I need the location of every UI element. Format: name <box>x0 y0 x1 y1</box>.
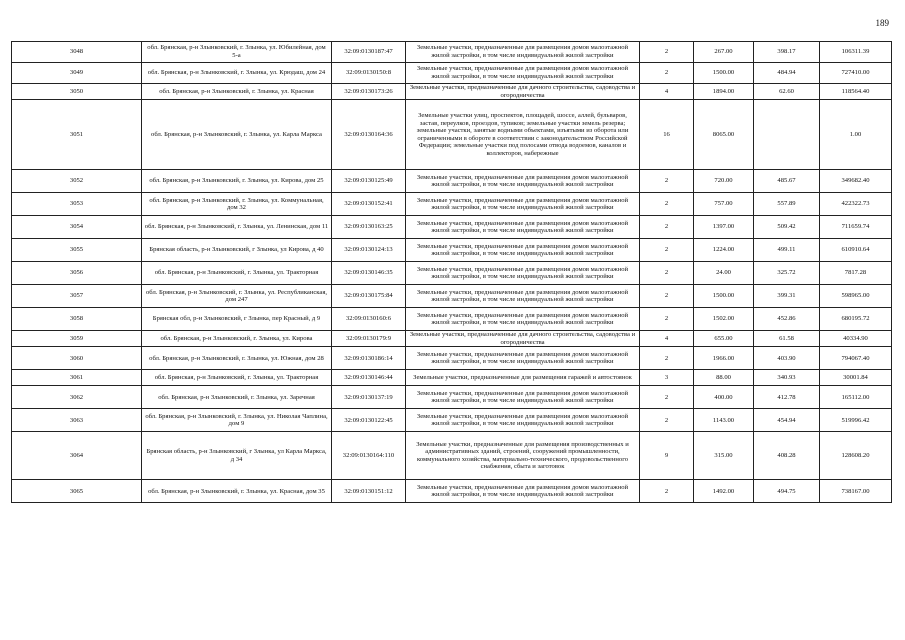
area-cell: 88.00 <box>694 370 754 386</box>
cadastral-number-cell: 32:09:0130151:12 <box>332 480 406 503</box>
group-code-cell: 2 <box>640 63 694 84</box>
land-use-cell: Земельные участки, предназначенные для дачного строительства, садоводства и огородничества <box>406 331 640 347</box>
group-code-cell: 2 <box>640 170 694 193</box>
address-cell: обл. Брянская, р-н Злынковский, г. Злынка, ул. Кирова, дом 25 <box>142 170 332 193</box>
cadastral-number-cell: 32:09:0130163:25 <box>332 216 406 239</box>
land-use-cell: Земельные участки, предназначенные для размещения производственных и административных зданий, строений, сооружений промышленности, коммунального хозяйства, материально-технического, продовольственного снабжения, сбыта и заготовок <box>406 432 640 480</box>
cadastral-value-cell: 711659.74 <box>820 216 892 239</box>
cadastral-number-cell: 32:09:0130187:47 <box>332 42 406 63</box>
group-code-cell: 2 <box>640 480 694 503</box>
cadastral-price-cell: 340.93 <box>754 370 820 386</box>
land-use-cell: Земельные участки, предназначенные для размещения домов малоэтажной жилой застройки, в том числе индивидуальной жилой застройки <box>406 239 640 262</box>
cadastral-value-cell: 738167.00 <box>820 480 892 503</box>
land-use-cell: Земельные участки, предназначенные для размещения домов малоэтажной жилой застройки, в том числе индивидуальной жилой застройки <box>406 409 640 432</box>
cadastral-price-cell: 61.58 <box>754 331 820 347</box>
cadastral-price-cell: 412.78 <box>754 386 820 409</box>
area-cell: 1966.00 <box>694 347 754 370</box>
address-cell: обл. Брянская, р-н Злынковский, г. Злынка, ул. Тракторная <box>142 370 332 386</box>
cadastral-number-cell: 32:09:0130186:14 <box>332 347 406 370</box>
row-number-cell: 3059 <box>12 331 142 347</box>
address-cell: Брянская обл, р-н Злынковский, г Злынка, пер Красный, д 9 <box>142 308 332 331</box>
cadastral-value-cell: 727410.00 <box>820 63 892 84</box>
group-code-cell: 2 <box>640 262 694 285</box>
row-number-cell: 3051 <box>12 100 142 170</box>
table-row <box>12 42 892 63</box>
cadastral-price-cell: 452.86 <box>754 308 820 331</box>
area-cell: 655.00 <box>694 331 754 347</box>
cadastral-value-cell: 794067.40 <box>820 347 892 370</box>
cadastral-number-cell: 32:09:0130125:49 <box>332 170 406 193</box>
area-cell: 1143.00 <box>694 409 754 432</box>
cadastral-value-cell: 680195.72 <box>820 308 892 331</box>
area-cell: 1894.00 <box>694 84 754 100</box>
land-use-cell: Земельные участки улиц, проспектов, площадей, шоссе, аллей, бульваров, застав, переулков, проездов, тупиков; земельные участки земель резерва; земельные участки, занятые водными объектами, изъятыми из оборота или ограниченными в обороте в соответствии с законодательством Российской Федерации; земельные участки под полосами отвода водоемов, каналов и коллекторов, набережные <box>406 100 640 170</box>
area-cell: 24.00 <box>694 262 754 285</box>
group-code-cell: 2 <box>640 239 694 262</box>
table-row <box>12 386 892 409</box>
cadastral-value-cell: 519996.42 <box>820 409 892 432</box>
group-code-cell: 2 <box>640 193 694 216</box>
table-row <box>12 84 892 100</box>
area-cell: 1397.00 <box>694 216 754 239</box>
table-row <box>12 285 892 308</box>
row-number-cell: 3055 <box>12 239 142 262</box>
cadastral-number-cell: 32:09:0130173:26 <box>332 84 406 100</box>
row-number-cell: 3054 <box>12 216 142 239</box>
address-cell: обл. Брянская, р-н Злынковский, г. Злынка, ул. Южная, дом 28 <box>142 347 332 370</box>
cadastral-value-cell: 7817.28 <box>820 262 892 285</box>
row-number-cell: 3057 <box>12 285 142 308</box>
cadastral-number-cell: 32:09:0130175:84 <box>332 285 406 308</box>
address-cell: обл. Брянская, р-н Злынковский, г. Злынка, ул. Карла Маркса <box>142 100 332 170</box>
land-use-cell: Земельные участки, предназначенные для размещения домов малоэтажной жилой застройки, в том числе индивидуальной жилой застройки <box>406 216 640 239</box>
address-cell: обл. Брянская, р-н Злынковский, г. Злынка, ул. Крюдаш, дом 24 <box>142 63 332 84</box>
address-cell: обл. Брянская, р-н Злынковский, г. Злынка, ул. Красная <box>142 84 332 100</box>
land-use-cell: Земельные участки, предназначенные для размещения домов малоэтажной жилой застройки, в том числе индивидуальной жилой застройки <box>406 347 640 370</box>
land-use-cell: Земельные участки, предназначенные для размещения домов малоэтажной жилой застройки, в том числе индивидуальной жилой застройки <box>406 386 640 409</box>
cadastral-value-cell: 349682.40 <box>820 170 892 193</box>
cadastral-number-cell: 32:09:0130164:110 <box>332 432 406 480</box>
row-number-cell: 3065 <box>12 480 142 503</box>
land-use-cell: Земельные участки, предназначенные для размещения домов малоэтажной жилой застройки, в том числе индивидуальной жилой застройки <box>406 285 640 308</box>
cadastral-price-cell: 484.94 <box>754 63 820 84</box>
cadastral-price-cell <box>754 100 820 170</box>
area-cell: 1500.00 <box>694 285 754 308</box>
row-number-cell: 3052 <box>12 170 142 193</box>
group-code-cell: 2 <box>640 308 694 331</box>
land-use-cell: Земельные участки, предназначенные для размещения домов малоэтажной жилой застройки, в том числе индивидуальной жилой застройки <box>406 170 640 193</box>
address-cell: обл. Брянская, р-н Злынковский, г. Злынка, ул. Кирова <box>142 331 332 347</box>
area-cell: 720.00 <box>694 170 754 193</box>
area-cell: 1500.00 <box>694 63 754 84</box>
cadastral-value-cell: 30001.84 <box>820 370 892 386</box>
cadastral-price-cell: 509.42 <box>754 216 820 239</box>
row-number-cell: 3064 <box>12 432 142 480</box>
area-cell: 315.00 <box>694 432 754 480</box>
cadastral-price-cell: 454.94 <box>754 409 820 432</box>
table-body <box>12 42 892 503</box>
cadastral-price-cell: 494.75 <box>754 480 820 503</box>
group-code-cell: 3 <box>640 370 694 386</box>
land-use-cell: Земельные участки, предназначенные для размещения домов малоэтажной жилой застройки, в том числе индивидуальной жилой застройки <box>406 308 640 331</box>
area-cell: 1492.00 <box>694 480 754 503</box>
address-cell: обл. Брянская, р-н Злынковский, г. Злынка, ул. Тракторная <box>142 262 332 285</box>
address-cell: обл. Брянская, р-н Злынковский, г. Злынка, ул. Красная, дом 35 <box>142 480 332 503</box>
group-code-cell: 2 <box>640 42 694 63</box>
area-cell: 8065.00 <box>694 100 754 170</box>
group-code-cell: 16 <box>640 100 694 170</box>
table-row <box>12 239 892 262</box>
group-code-cell: 2 <box>640 386 694 409</box>
group-code-cell: 2 <box>640 285 694 308</box>
table-row <box>12 409 892 432</box>
area-cell: 757.00 <box>694 193 754 216</box>
cadastral-price-cell: 499.11 <box>754 239 820 262</box>
address-cell: обл. Брянская, р-н Злынковский, г. Злынка, ул. Коммунальная, дом 32 <box>142 193 332 216</box>
cadastral-value-cell: 422322.73 <box>820 193 892 216</box>
land-use-cell: Земельные участки, предназначенные для размещения домов малоэтажной жилой застройки, в том числе индивидуальной жилой застройки <box>406 63 640 84</box>
address-cell: Брянская область, р-н Злынковский, г Злынка, ул Кирова, д 40 <box>142 239 332 262</box>
land-registry-table <box>11 41 892 503</box>
table-row <box>12 262 892 285</box>
cadastral-number-cell: 32:09:0130124:13 <box>332 239 406 262</box>
cadastral-value-cell: 165112.00 <box>820 386 892 409</box>
cadastral-price-cell: 399.31 <box>754 285 820 308</box>
table-row <box>12 370 892 386</box>
group-code-cell: 2 <box>640 347 694 370</box>
table-row <box>12 480 892 503</box>
row-number-cell: 3058 <box>12 308 142 331</box>
group-code-cell: 4 <box>640 84 694 100</box>
row-number-cell: 3056 <box>12 262 142 285</box>
land-use-cell: Земельные участки, предназначенные для размещения домов малоэтажной жилой застройки, в том числе индивидуальной жилой застройки <box>406 480 640 503</box>
cadastral-value-cell: 128608.20 <box>820 432 892 480</box>
table-row <box>12 331 892 347</box>
cadastral-number-cell: 32:09:0130146:44 <box>332 370 406 386</box>
cadastral-number-cell: 32:09:0130152:41 <box>332 193 406 216</box>
group-code-cell: 4 <box>640 331 694 347</box>
cadastral-number-cell: 32:09:0130150:8 <box>332 63 406 84</box>
row-number-cell: 3048 <box>12 42 142 63</box>
cadastral-price-cell: 557.89 <box>754 193 820 216</box>
cadastral-price-cell: 403.90 <box>754 347 820 370</box>
cadastral-price-cell: 485.67 <box>754 170 820 193</box>
table-row <box>12 308 892 331</box>
land-use-cell: Земельные участки, предназначенные для дачного строительства, садоводства и огородничества <box>406 84 640 100</box>
area-cell: 1502.00 <box>694 308 754 331</box>
row-number-cell: 3053 <box>12 193 142 216</box>
area-cell: 267.00 <box>694 42 754 63</box>
table-row <box>12 100 892 170</box>
cadastral-value-cell: 610910.64 <box>820 239 892 262</box>
table-row <box>12 63 892 84</box>
land-use-cell: Земельные участки, предназначенные для размещения домов малоэтажной жилой застройки, в том числе индивидуальной жилой застройки <box>406 42 640 63</box>
row-number-cell: 3050 <box>12 84 142 100</box>
table-row <box>12 170 892 193</box>
address-cell: обл. Брянская, р-н Злынковский, г. Злынка, ул. Николая Чаплина, дом 9 <box>142 409 332 432</box>
row-number-cell: 3063 <box>12 409 142 432</box>
row-number-cell: 3062 <box>12 386 142 409</box>
cadastral-number-cell: 32:09:0130164:36 <box>332 100 406 170</box>
land-use-cell: Земельные участки, предназначенные для размещения домов малоэтажной жилой застройки, в том числе индивидуальной жилой застройки <box>406 193 640 216</box>
table-row <box>12 216 892 239</box>
cadastral-number-cell: 32:09:0130160:6 <box>332 308 406 331</box>
cadastral-price-cell: 408.28 <box>754 432 820 480</box>
cadastral-number-cell: 32:09:0130146:35 <box>332 262 406 285</box>
area-cell: 400.00 <box>694 386 754 409</box>
address-cell: обл. Брянская, р-н Злынковский, г. Злынка, ул. Республиканская, дом 247 <box>142 285 332 308</box>
group-code-cell: 2 <box>640 216 694 239</box>
land-use-cell: Земельные участки, предназначенные для размещения гаражей и автостоянок <box>406 370 640 386</box>
table-row <box>12 193 892 216</box>
cadastral-price-cell: 62.60 <box>754 84 820 100</box>
cadastral-number-cell: 32:09:0130137:19 <box>332 386 406 409</box>
land-use-cell: Земельные участки, предназначенные для размещения домов малоэтажной жилой застройки, в том числе индивидуальной жилой застройки <box>406 262 640 285</box>
cadastral-price-cell: 325.72 <box>754 262 820 285</box>
cadastral-price-cell: 398.17 <box>754 42 820 63</box>
cadastral-value-cell: 598965.00 <box>820 285 892 308</box>
cadastral-value-cell: 40334.90 <box>820 331 892 347</box>
address-cell: обл. Брянская, р-н Злынковский, г. Злынка, ул. Ленинская, дом 11 <box>142 216 332 239</box>
address-cell: обл. Брянская, р-н Злынковский, г. Злынка, ул. Заречная <box>142 386 332 409</box>
table-row <box>12 432 892 480</box>
cadastral-value-cell: 1.00 <box>820 100 892 170</box>
address-cell: Брянская область, р-н Злынковский, г Злынка, ул Карла Маркса, д 34 <box>142 432 332 480</box>
area-cell: 1224.00 <box>694 239 754 262</box>
row-number-cell: 3049 <box>12 63 142 84</box>
page-number: 189 <box>875 18 889 28</box>
cadastral-number-cell: 32:09:0130122:45 <box>332 409 406 432</box>
cadastral-value-cell: 118564.40 <box>820 84 892 100</box>
cadastral-number-cell: 32:09:0130179:9 <box>332 331 406 347</box>
cadastral-value-cell: 106311.39 <box>820 42 892 63</box>
group-code-cell: 2 <box>640 409 694 432</box>
row-number-cell: 3061 <box>12 370 142 386</box>
group-code-cell: 9 <box>640 432 694 480</box>
row-number-cell: 3060 <box>12 347 142 370</box>
table-row <box>12 347 892 370</box>
address-cell: обл. Брянская, р-н Злынковский, г. Злынка, ул. Юбилейная, дом 5-а <box>142 42 332 63</box>
